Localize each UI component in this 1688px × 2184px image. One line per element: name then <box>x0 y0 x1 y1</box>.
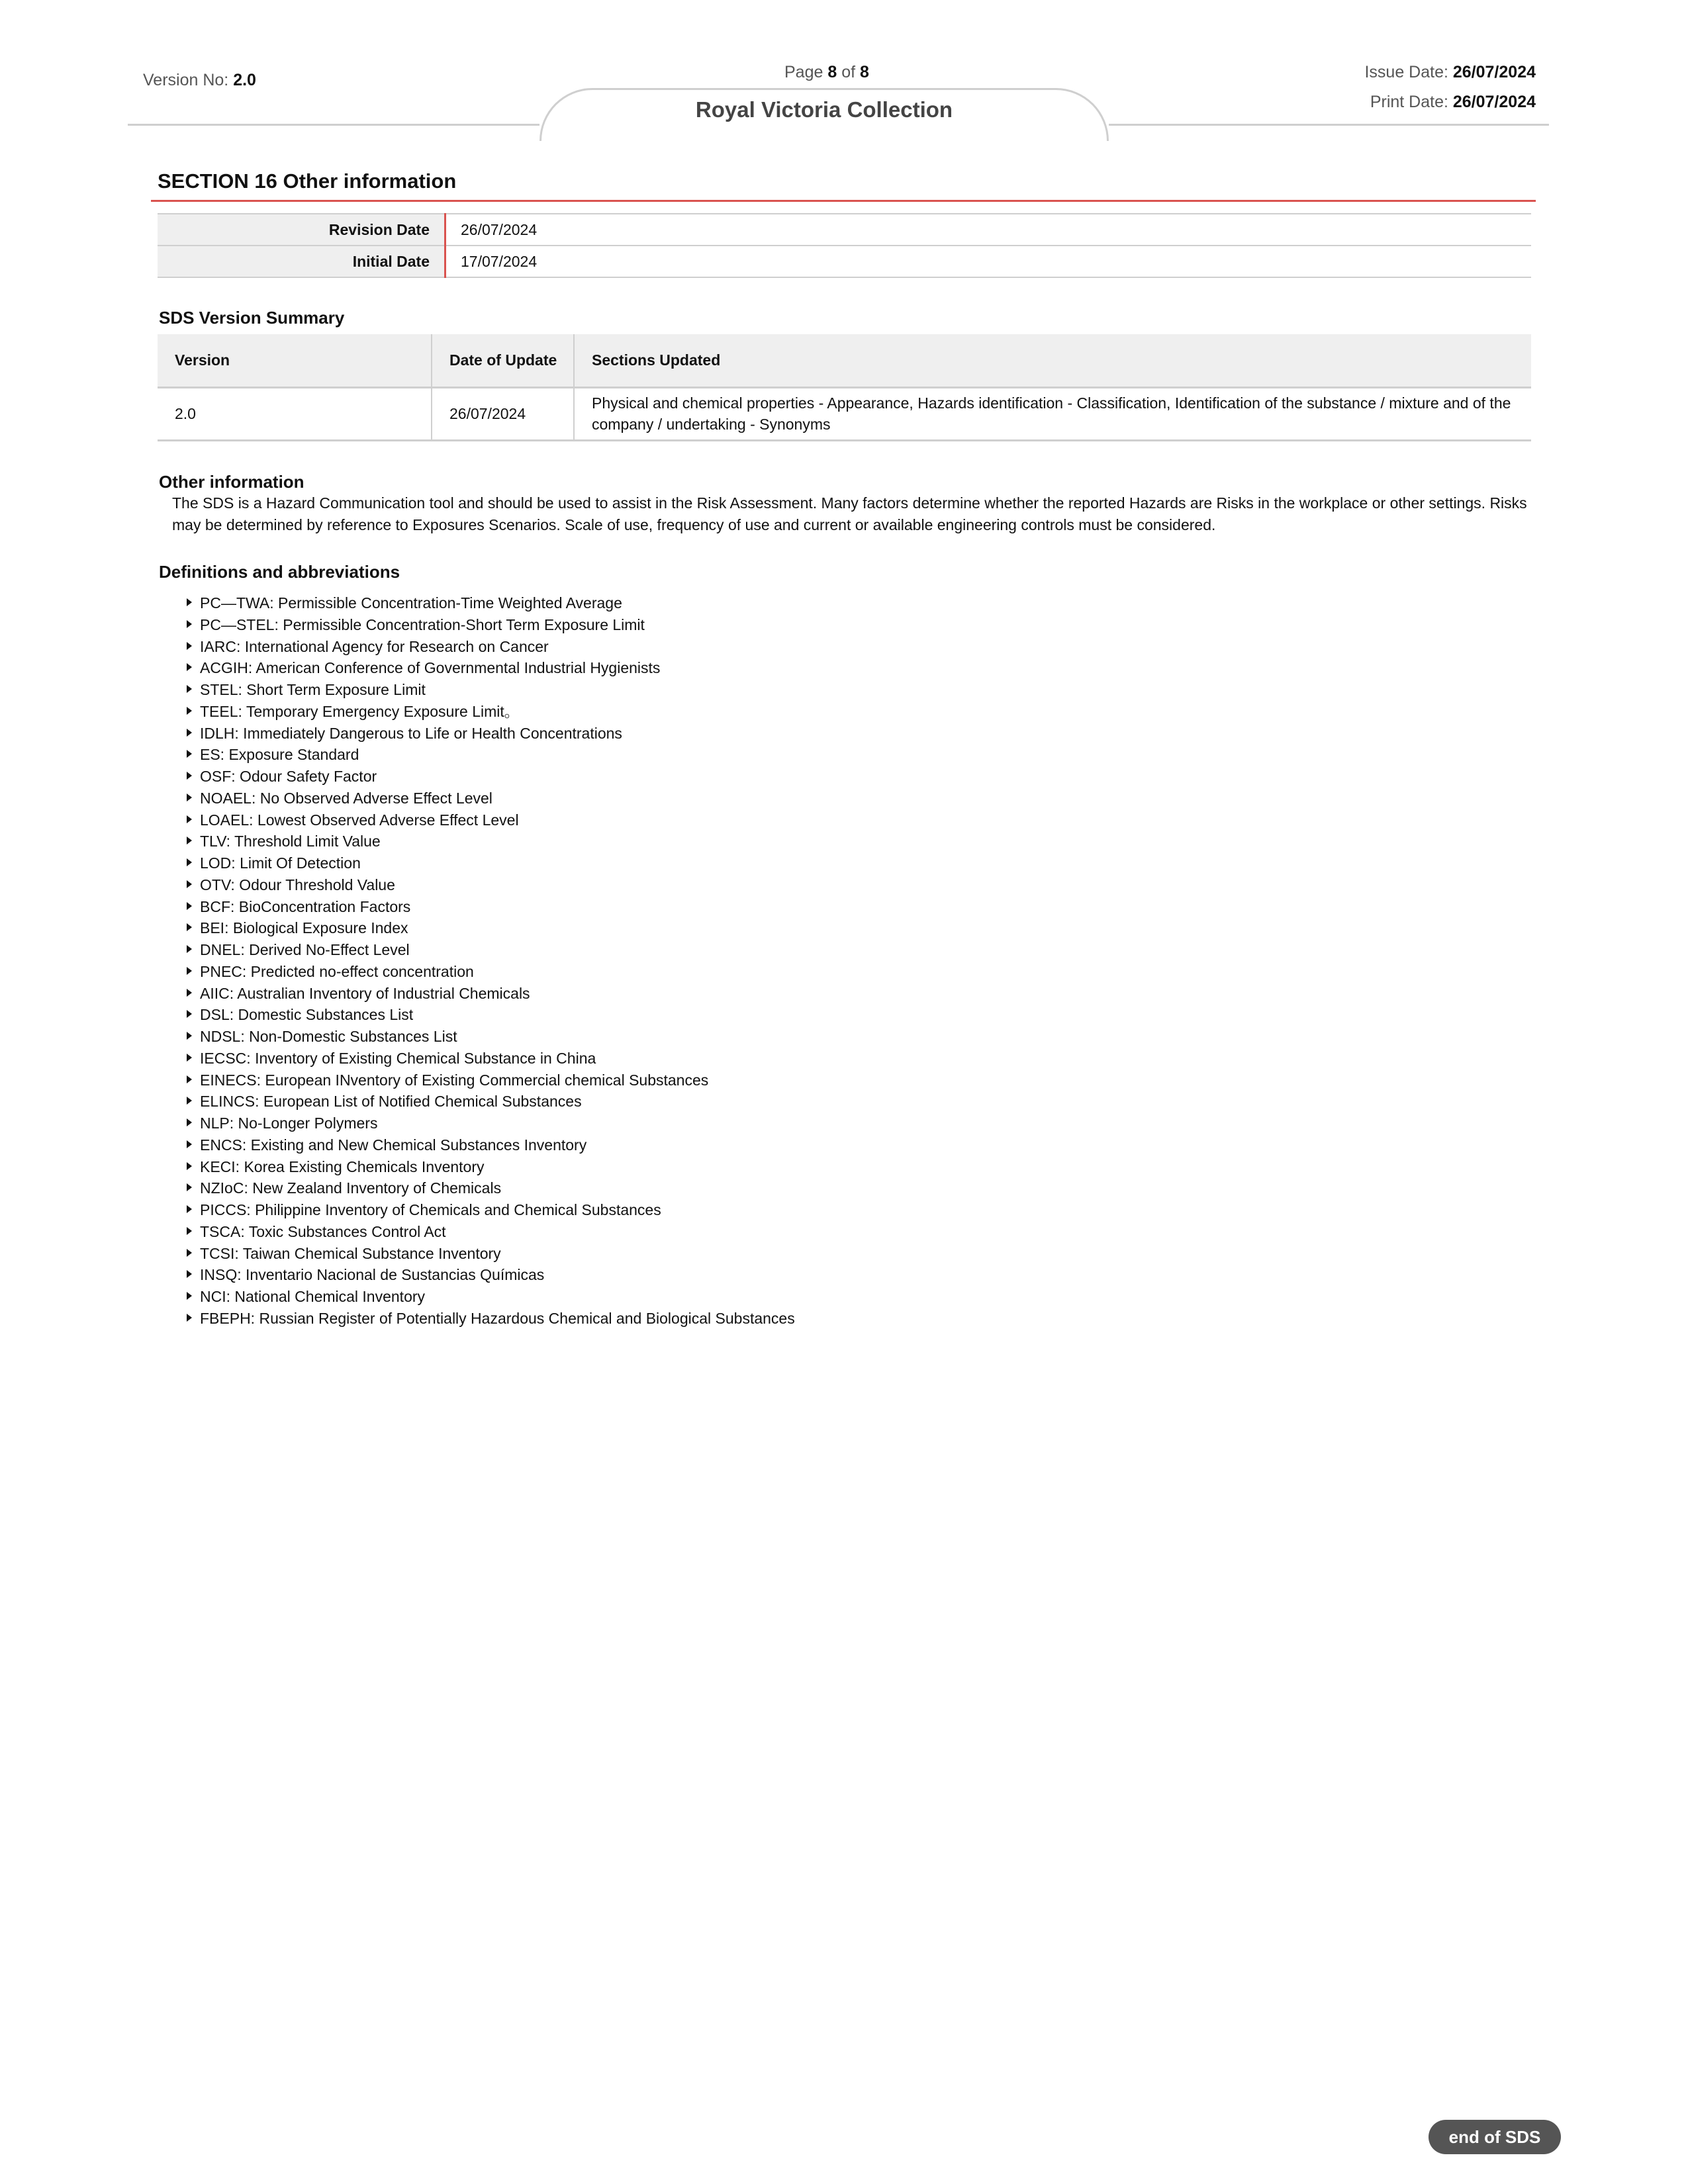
list-item <box>187 636 795 658</box>
list-item <box>187 1048 795 1069</box>
definition-text: AIIC: Australian Inventory of Industrial Chemicals <box>200 984 530 1002</box>
revision-row <box>158 214 1531 246</box>
bullet-arrow-icon <box>187 880 192 888</box>
list-item <box>187 1113 795 1134</box>
definition-text: ACGIH: American Conference of Governmental Industrial Hygienists <box>200 659 661 677</box>
definition-text: ES: Exposure Standard <box>200 746 359 764</box>
list-item <box>187 679 795 701</box>
definition-text: TSCA: Toxic Substances Control Act <box>200 1222 446 1240</box>
definition-text: TLV: Threshold Limit Value <box>200 833 381 850</box>
bullet-arrow-icon <box>187 1314 192 1322</box>
list-item <box>187 1177 795 1199</box>
bullet-arrow-icon <box>187 1292 192 1300</box>
list-item <box>187 723 795 745</box>
version-header-row <box>158 334 1531 387</box>
definition-text: EINECS: European INventory of Existing Commercial chemical Substances <box>200 1071 709 1089</box>
list-item <box>187 1286 795 1308</box>
initial-date-value: 17/07/2024 <box>461 252 538 270</box>
bullet-arrow-icon <box>187 1010 192 1018</box>
bullet-arrow-icon <box>187 1032 192 1040</box>
definitions-list <box>187 592 795 1330</box>
page-prefix: Page <box>784 63 823 81</box>
version-summary-table <box>158 334 1531 441</box>
bullet-arrow-icon <box>187 967 192 975</box>
definition-text: INSQ: Inventario Nacional de Sustancias Químicas <box>200 1266 545 1284</box>
definition-text: TCSI: Taiwan Chemical Substance Inventory <box>200 1244 501 1262</box>
list-item <box>187 1026 795 1048</box>
page-current: 8 <box>827 63 837 81</box>
list-item <box>187 1264 795 1286</box>
section-rule <box>151 200 1536 202</box>
page-of: of <box>841 63 856 81</box>
bullet-arrow-icon <box>187 750 192 758</box>
table-row <box>158 387 1531 440</box>
bullet-arrow-icon <box>187 945 192 953</box>
other-info-title: Other information <box>159 472 305 492</box>
bullet-arrow-icon <box>187 1118 192 1126</box>
list-item <box>187 1156 795 1178</box>
issue-value: 26/07/2024 <box>1452 63 1536 81</box>
bullet-arrow-icon <box>187 902 192 910</box>
bullet-arrow-icon <box>187 707 192 715</box>
bullet-arrow-icon <box>187 772 192 780</box>
list-item <box>187 1004 795 1026</box>
definition-text: LOD: Limit Of Detection <box>200 854 361 872</box>
definition-text: NDSL: Non-Domestic Substances List <box>200 1028 457 1045</box>
list-item <box>187 744 795 766</box>
list-item <box>187 983 795 1005</box>
section-title: SECTION 16 Other information <box>158 169 457 193</box>
row-version: 2.0 <box>158 387 432 440</box>
initial-row <box>158 246 1531 277</box>
definition-text: PC—TWA: Permissible Concentration-Time Weighted Average <box>200 594 622 612</box>
definition-text: BEI: Biological Exposure Index <box>200 919 408 937</box>
bullet-arrow-icon <box>187 1205 192 1213</box>
list-item <box>187 939 795 961</box>
revision-table <box>158 213 1531 278</box>
list-item <box>187 1243 795 1265</box>
other-info-text: The SDS is a Hazard Communication tool and should be used to assist in the Risk Assessment. Many factors determine whether the reported Hazards are Risks in the workplace or other settings. Risks may be determined by reference to Exposures Scenarios. Scale of use, frequency of use and current or available engineering controls must be considered. <box>172 494 1527 533</box>
list-item <box>187 809 795 831</box>
definition-text: KECI: Korea Existing Chemicals Inventory <box>200 1158 485 1175</box>
definitions-title: Definitions and abbreviations <box>159 562 400 582</box>
company-name: Royal Victoria Collection <box>695 97 953 122</box>
list-item <box>187 852 795 874</box>
list-item <box>187 874 795 896</box>
col-sections-header: Sections Updated <box>592 351 721 369</box>
definition-text: IARC: International Agency for Research on Cancer <box>200 637 549 655</box>
end-of-sds-badge: end of SDS <box>1429 2120 1561 2154</box>
print-date <box>1370 93 1536 112</box>
bullet-arrow-icon <box>187 815 192 823</box>
bullet-arrow-icon <box>187 663 192 671</box>
definition-text: OTV: Odour Threshold Value <box>200 876 395 893</box>
list-item <box>187 788 795 809</box>
issue-label: Issue Date: <box>1364 63 1448 81</box>
definition-text: ELINCS: European List of Notified Chemical Substances <box>200 1093 582 1111</box>
bullet-arrow-icon <box>187 1054 192 1062</box>
row-date: 26/07/2024 <box>432 387 574 440</box>
list-item <box>187 1091 795 1113</box>
list-item <box>187 1069 795 1091</box>
definition-text: NLP: No-Longer Polymers <box>200 1115 378 1132</box>
revision-date-label: Revision Date <box>158 214 445 246</box>
issue-date <box>1364 63 1536 82</box>
list-item <box>187 1308 795 1330</box>
definition-text: BCF: BioConcentration Factors <box>200 897 411 915</box>
list-item <box>187 614 795 636</box>
bullet-arrow-icon <box>187 837 192 844</box>
definition-text: PC—STEL: Permissible Concentration-Short Term Exposure Limit <box>200 615 645 633</box>
list-item <box>187 1199 795 1221</box>
bullet-arrow-icon <box>187 685 192 693</box>
definition-text: ENCS: Existing and New Chemical Substances Inventory <box>200 1136 587 1154</box>
version-label: Version No: <box>143 71 229 89</box>
page-total: 8 <box>860 63 869 81</box>
col-version-header: Version <box>158 334 432 387</box>
list-item <box>187 592 795 614</box>
definition-text: OSF: Odour Safety Factor <box>200 768 377 785</box>
definition-text: NCI: National Chemical Inventory <box>200 1288 426 1305</box>
print-value: 26/07/2024 <box>1452 93 1536 111</box>
bullet-arrow-icon <box>187 858 192 866</box>
bullet-arrow-icon <box>187 1183 192 1191</box>
definition-text: PICCS: Philippine Inventory of Chemicals and Chemical Substances <box>200 1201 661 1218</box>
list-item <box>187 657 795 679</box>
list-item <box>187 896 795 918</box>
version-number <box>143 71 256 90</box>
definition-text: LOAEL: Lowest Observed Adverse Effect Level <box>200 811 519 829</box>
list-item <box>187 831 795 852</box>
header-rule-left <box>128 124 539 126</box>
revision-date-value: 26/07/2024 <box>461 220 538 238</box>
list-item <box>187 917 795 939</box>
bullet-arrow-icon <box>187 642 192 650</box>
list-item <box>187 1134 795 1156</box>
page-indicator <box>784 63 869 82</box>
bullet-arrow-icon <box>187 989 192 997</box>
bullet-arrow-icon <box>187 1249 192 1257</box>
bullet-arrow-icon <box>187 620 192 628</box>
col-date-header: Date of Update <box>432 334 574 387</box>
definition-text: TEEL: Temporary Emergency Exposure Limit。 <box>200 702 520 720</box>
definition-text: DNEL: Derived No-Effect Level <box>200 941 410 958</box>
definition-text: FBEPH: Russian Register of Potentially Hazardous Chemical and Biological Substances <box>200 1309 795 1327</box>
bullet-arrow-icon <box>187 729 192 737</box>
definition-text: DSL: Domestic Substances List <box>200 1006 414 1024</box>
bullet-arrow-icon <box>187 794 192 801</box>
definition-text: PNEC: Predicted no-effect concentration <box>200 962 474 980</box>
version-value: 2.0 <box>233 71 256 89</box>
bullet-arrow-icon <box>187 1227 192 1235</box>
definition-text: IECSC: Inventory of Existing Chemical Substance in China <box>200 1049 596 1067</box>
list-item <box>187 701 795 723</box>
bullet-arrow-icon <box>187 923 192 931</box>
bullet-arrow-icon <box>187 1270 192 1278</box>
initial-date-label: Initial Date <box>158 246 445 277</box>
definition-text: STEL: Short Term Exposure Limit <box>200 681 426 698</box>
list-item <box>187 766 795 788</box>
bullet-arrow-icon <box>187 1140 192 1148</box>
list-item <box>187 1221 795 1243</box>
bullet-arrow-icon <box>187 1097 192 1105</box>
row-sections: Physical and chemical properties - Appearance, Hazards identification - Classification, Identification of the substance / mixture and of the company / undertaking - Synonyms <box>592 394 1511 433</box>
header-rule-right <box>1109 124 1549 126</box>
print-label: Print Date: <box>1370 93 1448 111</box>
list-item <box>187 961 795 983</box>
definition-text: NZIoC: New Zealand Inventory of Chemicals <box>200 1179 502 1197</box>
definition-text: IDLH: Immediately Dangerous to Life or Health Concentrations <box>200 724 622 742</box>
bullet-arrow-icon <box>187 1162 192 1170</box>
bullet-arrow-icon <box>187 1075 192 1083</box>
bullet-arrow-icon <box>187 598 192 606</box>
version-summary-title: SDS Version Summary <box>159 308 345 328</box>
definition-text: NOAEL: No Observed Adverse Effect Level <box>200 789 492 807</box>
